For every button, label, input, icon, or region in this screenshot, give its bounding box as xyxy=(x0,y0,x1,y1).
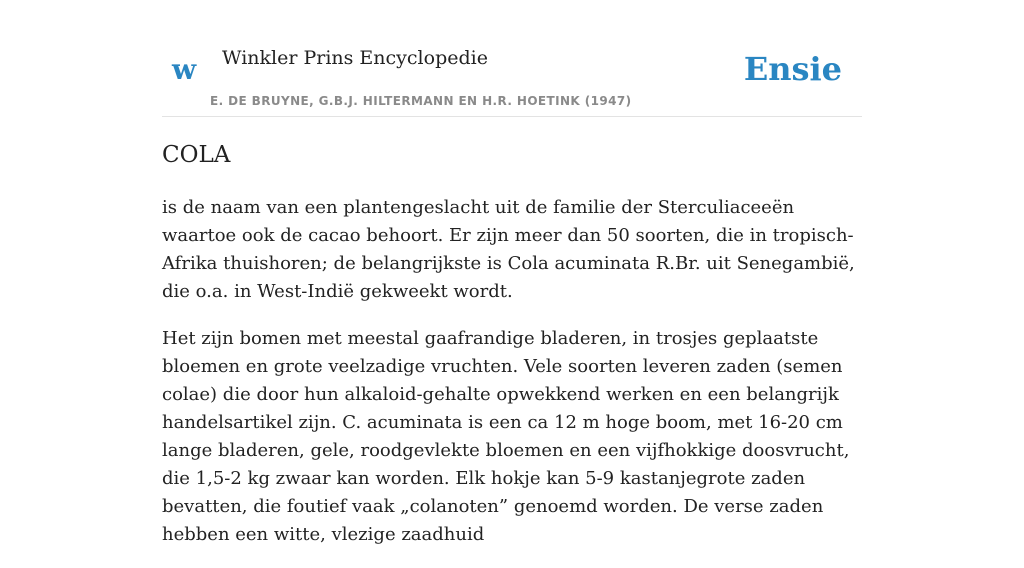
source-title[interactable]: Winkler Prins Encyclopedie xyxy=(222,47,488,69)
article xyxy=(162,138,862,568)
winkler-prins-logo[interactable]: w xyxy=(172,53,197,86)
article-paragraph-2: Het zijn bomen met meestal gaafrandige bladeren, in trosjes geplaatste bloemen en grote veelzadige vruchten. Vele soorten leveren zaden (semen colae) die door hun alkaloid-gehalte opwekkend werken en een belangrijk handelsartikel zijn. C. acuminata is een ca 12 m hoge boom, met 16-20 cm lange bladeren, gele, roodgevlekte bloemen en een vijfhokkige doosvrucht, die 1,5-2 kg zwaar kan worden. Elk hokje kan 5-9 kastanjegrote zaden bevatten, die foutief vaak „colanoten” genoemd worden. De verse zaden hebben een witte, vlezige zaadhuid xyxy=(162,328,850,545)
source-byline: E. DE BRUYNE, G.B.J. HILTERMANN EN H.R. HOETINK (1947) xyxy=(210,94,632,108)
ensie-logo[interactable]: Ensie xyxy=(743,50,842,88)
article-paragraph-1: is de naam van een plantengeslacht uit de familie der Sterculiaceeën waartoe ook de cacao behoort. Er zijn meer dan 50 soorten, die in tropisch-Afrika thuishoren; de belangrijkste is Cola acuminata R.Br. uit Senegambië, die o.a. in West-Indië gekweekt wordt. xyxy=(162,197,855,302)
site-header xyxy=(162,0,862,117)
article-headword: COLA xyxy=(162,142,231,168)
